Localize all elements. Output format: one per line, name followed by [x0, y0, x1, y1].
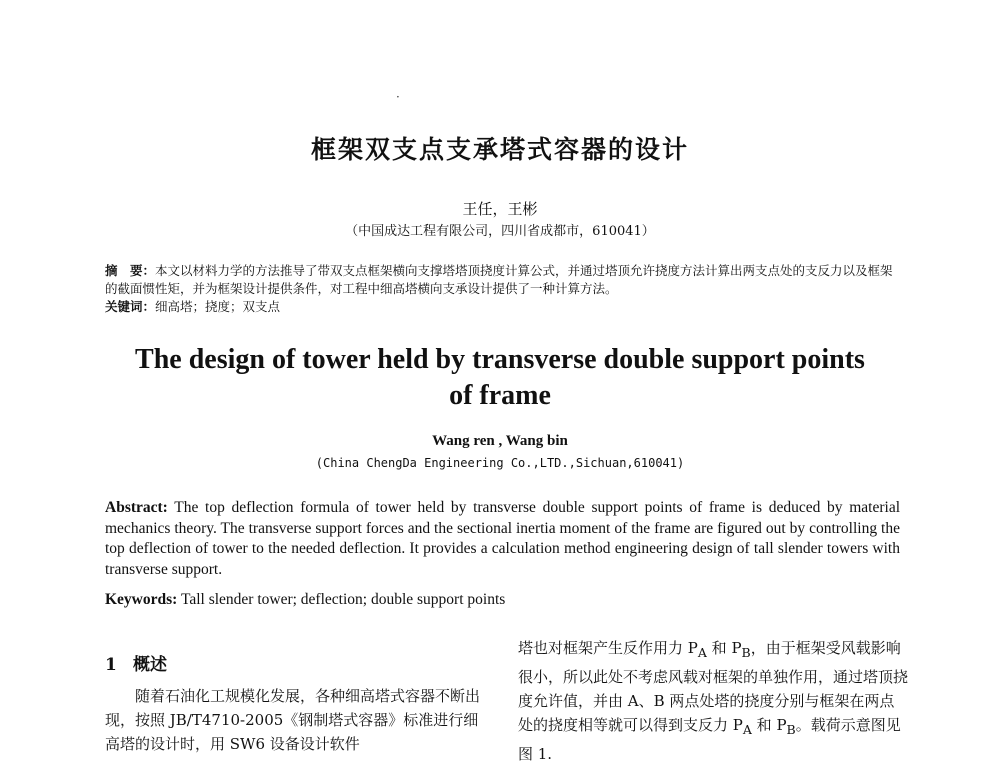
- english-keywords: [105, 590, 900, 611]
- header-mark: ·: [396, 90, 400, 104]
- section-heading: [105, 650, 167, 675]
- chinese-abstract-label: 摘 要：: [105, 263, 156, 278]
- section-title: 概述: [133, 655, 167, 675]
- section-number: 1: [105, 655, 117, 675]
- chinese-abstract-text: 本文以材料力学的方法推导了带双支点框架横向支撑塔塔顶挠度计算公式，并通过塔顶允许挠度方法计算出两支点处的支反力以及框架的截面惯性矩，并为框架设计提供条件，对工程中细高塔横向支承设计提供了一种计算方法。: [105, 263, 893, 296]
- text-run: ，由于框架受风载影响很小，所以此处不考虑风载对框架的单独作用，通过塔顶挠度允许值，并由 A、B 两点处塔的挠度分别与框架在两点处的挠度相等就可以得到支反力 P: [518, 639, 909, 734]
- text-run: 塔也对框架产生反作用力 P: [518, 639, 698, 657]
- chinese-keywords: [105, 298, 900, 316]
- english-authors: Wang ren , Wang bin: [432, 433, 568, 449]
- english-abstract-text: The top deflection formula of tower held by transverse double support points of frame is deduced by material mechanics theory. The transverse support forces and the sectional inertia moment of the frame are figured out by controlling the top deflection of tower to the needed deflection. It provides a calculation method engineering design of tall slender towers with transverse support.: [105, 499, 900, 578]
- left-column-paragraph: 随着石油化工规模化发展，各种细高塔式容器不断出现，按照 JB/T4710-2005《钢制塔式容器》标准进行细高塔的设计时，用 SW6 设备设计软件: [105, 687, 481, 753]
- english-affiliation: (China ChengDa Engineering Co.,LTD.,Sichuan,610041): [315, 456, 685, 470]
- subscript-a: A: [742, 722, 752, 737]
- text-run: 。载荷示意图见图 1.: [518, 716, 901, 763]
- english-abstract-label: Abstract:: [105, 499, 168, 516]
- english-keywords-label: Keywords:: [105, 591, 178, 608]
- subscript-b: B: [786, 722, 796, 737]
- left-column: [105, 684, 490, 756]
- text-run: 和 P: [706, 639, 742, 657]
- chinese-keywords-text: 细高塔；挠度；双支点: [155, 299, 281, 314]
- subscript-b: B: [741, 645, 751, 660]
- right-column-paragraph: [518, 636, 908, 766]
- english-title: The design of tower held by transverse double support points of frame: [135, 344, 865, 411]
- chinese-abstract: [105, 262, 900, 298]
- text-run: 和 P: [751, 716, 787, 734]
- chinese-keywords-label: 关键词：: [105, 299, 156, 314]
- english-abstract: [105, 498, 900, 580]
- right-column: [518, 636, 908, 766]
- subscript-a: A: [697, 645, 707, 660]
- chinese-affiliation: （中国成达工程有限公司，四川省成都市，610041）: [345, 224, 655, 239]
- chinese-authors: 王任，王彬: [462, 200, 538, 218]
- english-keywords-text: Tall slender tower; deflection; double support points: [180, 591, 506, 608]
- chinese-title: 框架双支点支承塔式容器的设计: [310, 135, 689, 164]
